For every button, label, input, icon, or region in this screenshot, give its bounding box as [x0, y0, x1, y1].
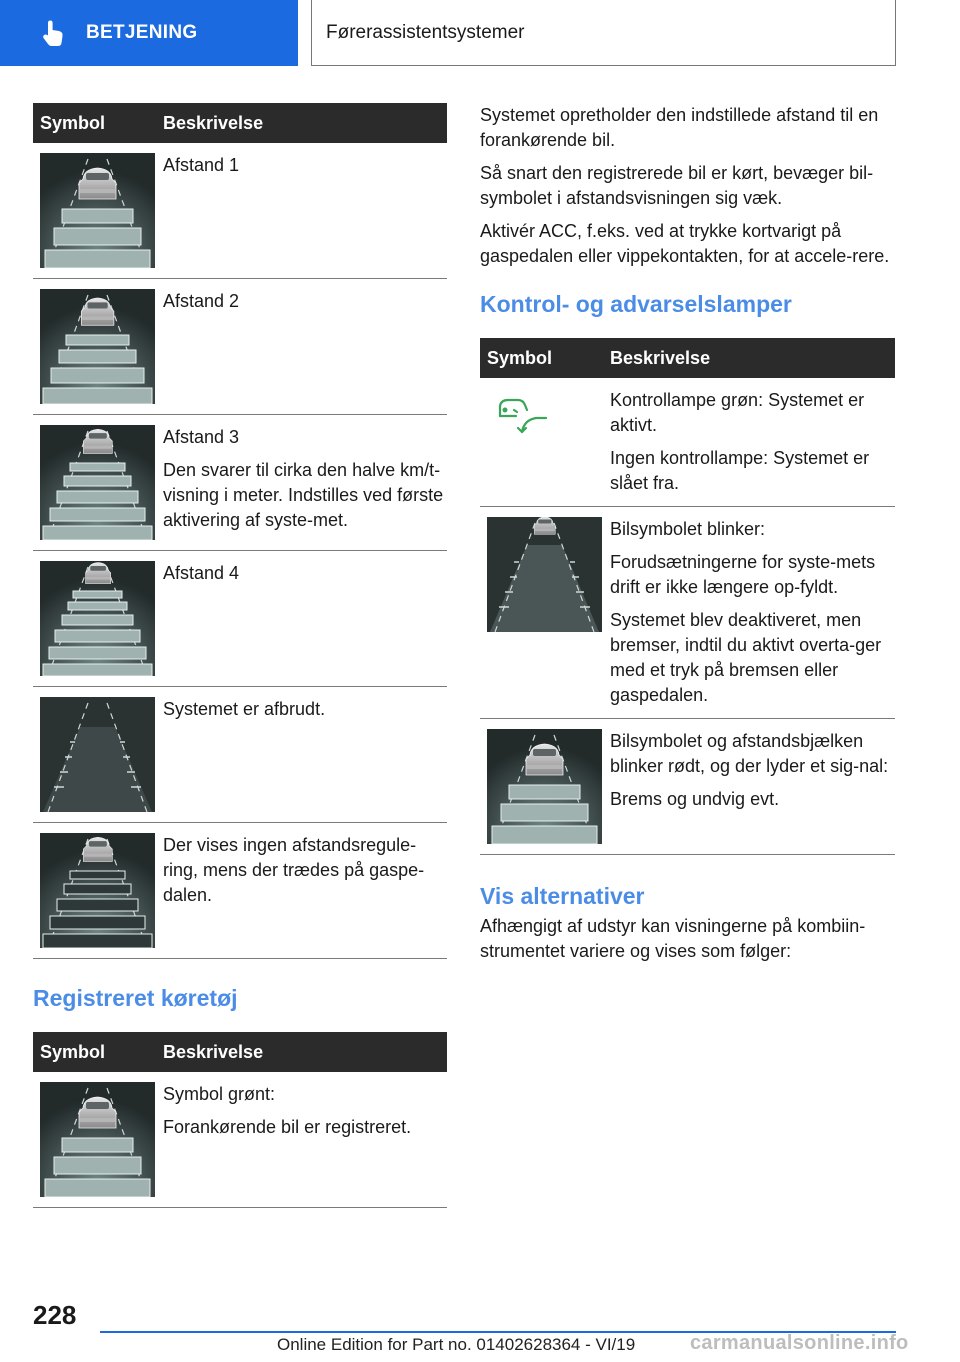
registered-table-header [33, 1032, 447, 1072]
row-text: Systemet er afbrudt. [163, 699, 326, 719]
row-text: Symbol grønt: [163, 1084, 276, 1104]
row-text: Afstand 2 [163, 291, 240, 311]
row-text: Der vises ingen afstandsregule-ring, mens der trædes på gaspe-dalen. [163, 835, 425, 905]
col-symbol: Symbol [40, 1041, 106, 1062]
left-column [33, 103, 447, 1208]
page-number: 228 [33, 1300, 77, 1330]
distance-2-icon [40, 289, 155, 404]
car-and-distance-bar-red-icon [487, 729, 602, 844]
car-symbol-flashing-icon [487, 517, 602, 632]
lamps-table-header [480, 338, 895, 378]
table-row [33, 1072, 447, 1208]
no-distance-control-icon [40, 833, 155, 948]
row-text: Kontrollampe grøn: Systemet er aktivt. [610, 390, 865, 435]
row-text: Forankørende bil er registreret. [163, 1117, 412, 1137]
paragraph: Så snart den registrerede bil er kørt, bevæger bil-symbolet i afstandsvisningen sig væk. [480, 163, 874, 208]
right-column [480, 103, 895, 972]
section-title-display-alternatives: Vis alternativer [480, 883, 645, 909]
paragraph: Aktivér ACC, f.eks. ved at trykke kortvarigt på gaspedalen eller vippekontakten, for at accele-rere. [480, 221, 890, 266]
section-header [311, 0, 896, 66]
paragraph: Afhængigt af udstyr kan visningerne på kombiin-strumentet variere og vises som følger: [480, 916, 866, 961]
chapter-tab-label: BETJENING [86, 22, 198, 43]
row-text: Afstand 1 [163, 155, 240, 175]
row-text: Bilsymbolet og afstandsbjælken blinker rødt, og der lyder et sig-nal: [610, 731, 889, 776]
table-row [33, 143, 447, 279]
table-row [33, 551, 447, 687]
row-text: Ingen kontrollampe: Systemet er slået fra. [610, 448, 870, 493]
table-row [33, 687, 447, 823]
table-row [480, 719, 895, 855]
table-row [33, 279, 447, 415]
section-title-registered-vehicle: Registreret køretøj [33, 985, 238, 1011]
col-description: Beskrivelse [610, 347, 711, 368]
acc-indicator-green-icon [492, 392, 552, 442]
section-title-indicator-lamps: Kontrol- og advarselslamper [480, 291, 792, 317]
table-row [480, 507, 895, 719]
distance-1-icon [40, 153, 155, 268]
col-symbol: Symbol [487, 347, 553, 368]
distance-3-icon [40, 425, 155, 540]
section-header-title: Førerassistentsystemer [326, 21, 525, 43]
vehicle-detected-icon [40, 1082, 155, 1197]
col-symbol: Symbol [40, 112, 106, 133]
row-text: Forudsætningerne for syste-mets drift er ikke længere op-fyldt. [610, 552, 876, 597]
row-text: Systemet blev deaktiveret, men bremser, indtil du aktivt overta-ger med et tryk på bremsen eller gaspedalen. [610, 610, 882, 705]
row-text: Afstand 4 [163, 563, 240, 583]
row-text: Den svarer til cirka den halve km/t-visning i meter. Indstilles ved første aktivering af syste-met. [163, 460, 444, 530]
distance-table-header [33, 103, 447, 143]
row-text: Afstand 3 [163, 427, 240, 447]
edition-note: Online Edition for Part no. 01402628364 - VI/19 [277, 1335, 636, 1354]
hand-pointer-icon [38, 18, 68, 48]
row-text: Bilsymbolet blinker: [610, 519, 766, 539]
paragraph: Systemet opretholder den indstillede afstand til en forankørende bil. [480, 105, 879, 150]
table-row [33, 415, 447, 551]
system-interrupted-icon [40, 697, 155, 812]
watermark: carmanualsonline.info [690, 1332, 909, 1354]
table-row [33, 823, 447, 959]
chapter-tab[interactable] [0, 0, 298, 66]
table-row [480, 378, 895, 507]
col-description: Beskrivelse [163, 112, 264, 133]
col-description: Beskrivelse [163, 1041, 264, 1062]
row-text: Brems og undvig evt. [610, 789, 780, 809]
distance-4-icon [40, 561, 155, 676]
